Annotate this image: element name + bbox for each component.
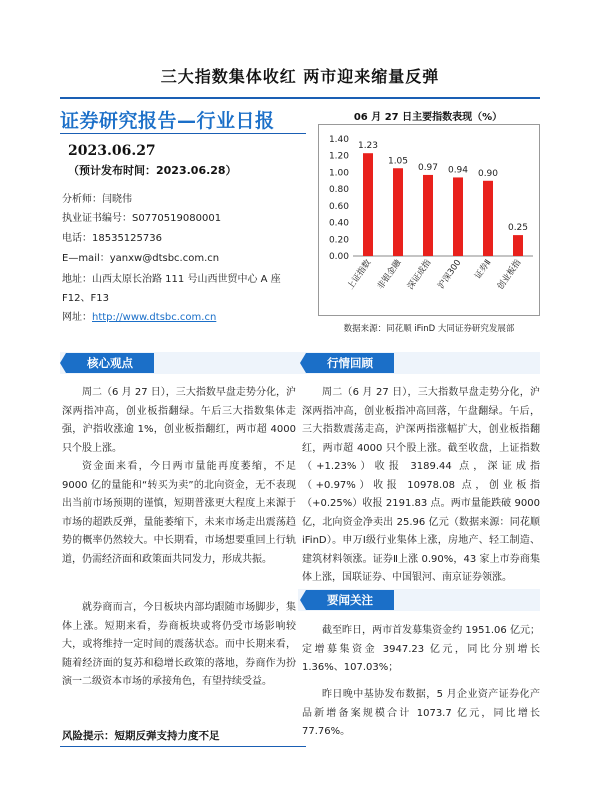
analyst-name: 分析师：闫晓伟: [62, 194, 132, 205]
address-line1: 地址：山西太原长治路 111 号山西世贸中心 A 座: [62, 274, 281, 285]
y-tick-label: 1.20: [328, 151, 349, 162]
report-date: 2023.06.27: [68, 143, 156, 159]
bar: [393, 168, 403, 256]
x-category-label: 证券Ⅱ: [473, 257, 494, 282]
website-link[interactable]: http://www.dtsbc.com.cn: [92, 312, 217, 323]
core-view-paragraph-2: 资金面来看，今日两市量能再度萎缩，不足 9000 亿的量能和“转买为卖”的北向资金，无不表现出当前市场预期的谨慎，短期普涨更大程度上来源于市场的超跌反弹，量能萎缩下，未来市场走出震荡趋势的概率仍然较大。中长期看，市场想要重回上行轨道，仍需经济面和政策面共同发力，形成共振。: [62, 461, 296, 565]
x-category-label: 非银金融: [375, 257, 404, 292]
report-title: 证券研究报告—行业日报: [60, 110, 275, 132]
website-label: 网址：: [62, 312, 92, 323]
bar-value-label: 1.23: [357, 141, 379, 152]
address-line2: F12、F13: [62, 293, 109, 304]
headline: 三大指数集体收红 两市迎来缩量反弹: [160, 67, 440, 86]
x-category-label: 沪深300: [436, 257, 464, 291]
core-view-paragraph-3: 就券商而言，今日板块内部均跟随市场脚步，集体上涨。短期来看，券商板块或将仍受市场影响较大，或将维持一定时间的震荡状态。而中长期来看，随着经济面的复苏和稳增长政策的落地，券商作为扮演一二级资本市场的承接角色，有望持续受益。: [62, 602, 296, 687]
bar-value-label: 1.05: [387, 156, 409, 167]
news-tag: 要闻关注: [306, 590, 394, 610]
y-tick-label: 0.20: [328, 235, 349, 246]
header-divider: [60, 97, 540, 99]
bar-value-label: 0.94: [447, 165, 469, 176]
bar: [423, 175, 433, 256]
analyst-phone: 电话：18535125736: [62, 233, 162, 244]
x-category-label: 创业板指: [495, 257, 524, 292]
x-category-label: 上证指数: [345, 257, 374, 292]
analyst-email: E—mail：yanxw@dtsbc.com.cn: [62, 253, 220, 264]
title-divider: [60, 133, 306, 134]
chart-title: 06 月 27 日主要指数表现（%）: [353, 112, 503, 123]
analyst-cert: 执业证书编号：S0770519080001: [62, 213, 222, 224]
news-paragraph-2: 昨日晚中基协发布数据，5 月企业资产证券化产品新增备案规模合计 1073.7 亿元，同比增长 77.76%。: [302, 689, 540, 737]
risk-warning: 风险提示：短期反弹支持力度不足: [62, 730, 220, 742]
y-tick-label: 0.00: [328, 252, 349, 262]
news-paragraph-1: 截至昨日，两市首发募集资金约 1951.06 亿元；定增募集资金 3947.23 亿元，同比分别增长 1.36%、107.03%；: [302, 625, 540, 673]
chart-canvas: [319, 125, 541, 317]
core-view-paragraph-1: 周二（6 月 27 日），三大指数早盘走势分化，沪深两指冲高，创业板指翻绿。午后三大指数集体走强，沪指收涨逾 1%，创业板指翻红，两市超 4000 只个股上涨。: [62, 387, 296, 454]
y-tick-label: 1.40: [328, 135, 349, 145]
bar-value-label: 0.97: [417, 162, 439, 173]
bar: [453, 177, 463, 256]
bar: [363, 153, 373, 256]
bar: [483, 181, 493, 256]
market-review-paragraph: 周二（6 月 27 日），三大指数早盘走势分化，沪深两指冲高，创业板指冲高回落，午盘翻绿。午后，三大指数震荡走高，沪深两指涨幅扩大，创业板指翻红，两市超 4000 只个股上涨。截至收盘，上证指数（+1.23%）收报 3189.44 点，深证成指（+0.97%）收报 10978.08 点，创业板指（+0.25%）收报 2191.83 点。两市量能跌破 9000 亿，北向资金净卖出 25.96 亿元（数据来源：同花顺 iFinD）。申万Ⅰ级行业集体上涨，房地产、轻工制造、建筑材料领涨。证券Ⅱ上涨 0.90%，43 家上市券商集体上涨，国联证券、中国银河、南京证券领涨。: [302, 387, 540, 583]
y-tick-label: 0.40: [328, 218, 349, 229]
publish-date: （预计发布时间：2023.06.28）: [68, 164, 237, 177]
y-tick-label: 0.80: [328, 185, 349, 196]
risk-divider: [60, 746, 306, 747]
chart-source: 数据来源：同花顺 iFinD 大同证券研究发展部: [343, 324, 515, 334]
bar-value-label: 0.90: [477, 168, 499, 179]
website-row: [62, 311, 216, 325]
index-performance-chart: [318, 124, 540, 316]
x-category-label: 深证成指: [405, 257, 434, 292]
bar: [513, 235, 523, 256]
y-tick-label: 1.00: [328, 168, 349, 179]
bar-value-label: 0.25: [507, 223, 529, 234]
core-view-tag: 核心观点: [66, 353, 154, 373]
y-tick-label: 0.60: [328, 201, 349, 212]
market-review-tag: 行情回顾: [306, 353, 394, 373]
